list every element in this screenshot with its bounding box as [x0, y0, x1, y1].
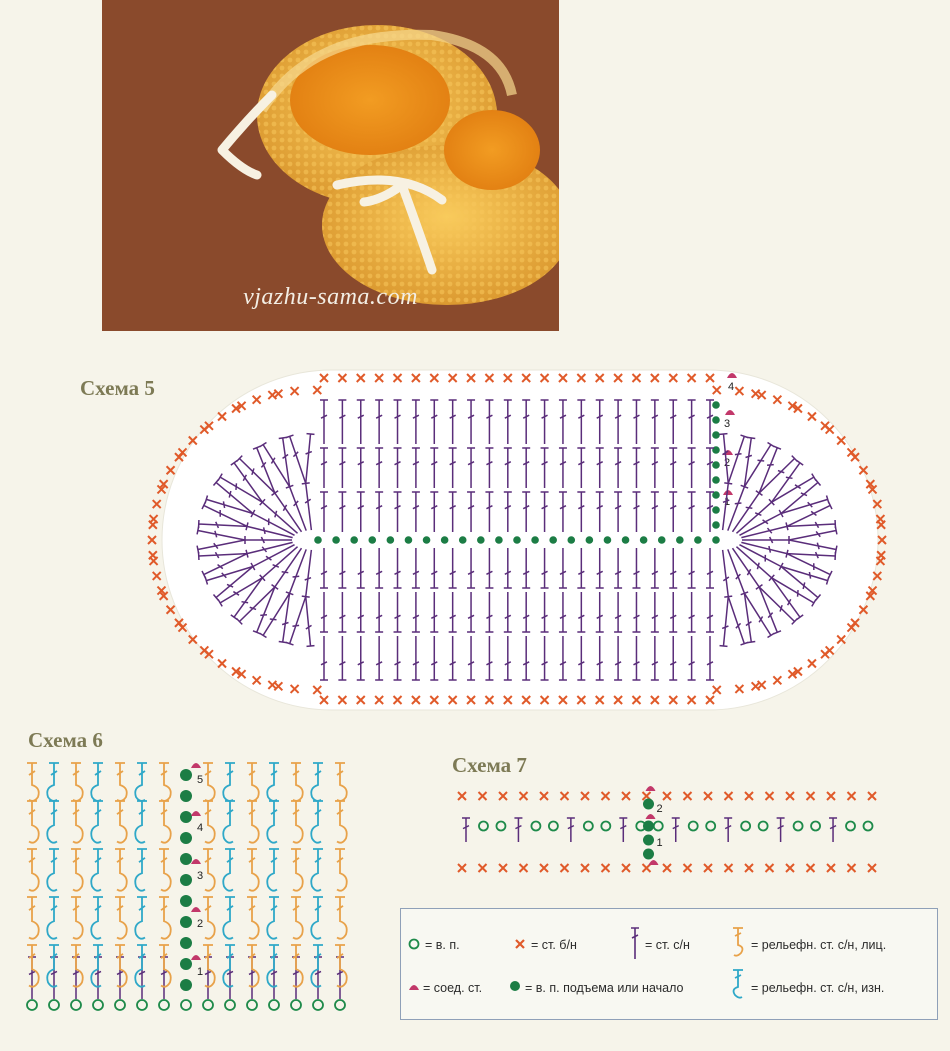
chain-mark	[584, 822, 593, 831]
legend-single-crochet-label: = ст. б/н	[531, 938, 577, 952]
front-post-dc-mark	[115, 801, 127, 843]
back-post-dc-mark	[91, 849, 103, 891]
double-crochet-mark	[724, 818, 732, 842]
turning-chain-mark	[180, 895, 192, 907]
chain-mark	[49, 1000, 59, 1010]
single-crochet-mark	[745, 864, 753, 872]
front-post-dc-mark	[71, 801, 83, 843]
slip-stitch-mark	[646, 786, 656, 791]
slip-stitch-mark	[191, 859, 201, 864]
single-crochet-mark	[520, 792, 528, 800]
legend-front-post-label: = рельефн. ст. с/н, лиц.	[751, 938, 887, 952]
turning-chain-mark	[180, 937, 192, 949]
chain-mark	[811, 822, 820, 831]
chain-mark	[225, 1000, 235, 1010]
back-post-dc-mark	[267, 801, 279, 843]
single-crochet-mark	[149, 551, 157, 559]
back-post-dc-mark	[267, 849, 279, 891]
front-post-dc-mark	[27, 945, 39, 987]
front-post-dc-mark	[335, 801, 347, 843]
chain-mark	[115, 1000, 125, 1010]
single-crochet-mark	[786, 864, 794, 872]
double-crochet-mark	[777, 818, 785, 842]
front-post-dc-mark	[247, 945, 259, 987]
chain-mark	[654, 822, 663, 831]
turning-chain-mark	[643, 799, 654, 810]
scheme7-diagram	[450, 780, 890, 880]
back-post-dc-mark	[311, 897, 323, 939]
back-post-dc-mark	[47, 763, 59, 801]
back-post-dc-mark	[135, 897, 147, 939]
chain-mark	[137, 1000, 147, 1010]
back-post-dc-mark	[267, 763, 279, 801]
front-post-dc-mark	[71, 945, 83, 987]
single-crochet-mark	[868, 864, 876, 872]
back-post-dc-mark	[135, 849, 147, 891]
single-crochet-mark	[848, 864, 856, 872]
front-post-dc-mark	[27, 763, 39, 801]
chain-icon	[407, 937, 421, 951]
back-post-dc-mark	[47, 945, 59, 987]
chain-mark	[846, 822, 855, 831]
front-post-dc-mark	[247, 801, 259, 843]
slip-stitch-mark	[191, 955, 201, 960]
single-crochet-mark	[499, 864, 507, 872]
turning-chain-mark	[441, 536, 449, 544]
front-post-dc-mark	[203, 763, 215, 801]
single-crochet-mark	[684, 792, 692, 800]
single-crochet-mark	[581, 864, 589, 872]
single-crochet-mark	[178, 448, 186, 456]
turning-chain-mark	[405, 536, 413, 544]
back-post-dc-mark	[267, 945, 279, 987]
turning-chain-mark	[549, 536, 557, 544]
back-post-dc-mark	[223, 801, 235, 843]
chain-mark	[531, 822, 540, 831]
front-post-dc-mark	[291, 849, 303, 891]
turning-chain-mark	[622, 536, 630, 544]
turning-chain-icon	[509, 980, 521, 992]
turning-chain-mark	[180, 916, 192, 928]
slip-stitch-mark	[646, 814, 656, 819]
front-post-dc-mark	[71, 763, 83, 801]
single-crochet-mark	[167, 466, 175, 474]
single-crochet-mark	[561, 792, 569, 800]
chain-mark	[864, 822, 873, 831]
chain-mark	[27, 1000, 37, 1010]
scheme6-row-4: 4	[197, 822, 204, 834]
back-post-dc-mark	[135, 945, 147, 987]
front-post-dc-mark	[247, 763, 259, 801]
chain-mark	[269, 1000, 279, 1010]
single-crochet-mark	[745, 792, 753, 800]
legend-box	[400, 908, 938, 1020]
turning-chain-mark	[368, 536, 376, 544]
single-crochet-mark	[148, 536, 156, 544]
turning-chain-mark	[712, 506, 720, 514]
single-crochet-mark	[868, 792, 876, 800]
legend-slip-stitch-label: = соед. ст.	[423, 981, 483, 995]
back-post-dc-mark	[91, 763, 103, 801]
front-post-dc-mark	[247, 849, 259, 891]
chain-mark	[601, 822, 610, 831]
front-post-dc-mark	[27, 801, 39, 843]
back-post-dc-mark	[91, 897, 103, 939]
turning-chain-mark	[180, 769, 192, 781]
scheme7-row-2: 2	[656, 803, 663, 815]
chain-mark	[741, 822, 750, 831]
turning-chain-mark	[180, 811, 192, 823]
turning-chain-mark	[477, 536, 485, 544]
turning-chain-mark	[712, 401, 720, 409]
scheme7-title: Схема 7	[452, 753, 527, 777]
turning-chain-mark	[676, 536, 684, 544]
turning-chain-mark	[180, 958, 192, 970]
single-crochet-mark	[827, 864, 835, 872]
turning-chain-mark	[314, 536, 322, 544]
single-crochet-mark	[807, 792, 815, 800]
chain-mark	[291, 1000, 301, 1010]
single-crochet-mark	[766, 792, 774, 800]
scheme6-row-2: 2	[197, 918, 204, 930]
single-crochet-mark	[786, 792, 794, 800]
turning-chain-mark	[332, 536, 340, 544]
single-crochet-mark	[479, 864, 487, 872]
single-crochet-mark	[725, 792, 733, 800]
turning-chain-mark	[531, 536, 539, 544]
front-post-dc-mark	[247, 897, 259, 939]
single-crochet-mark	[622, 864, 630, 872]
scheme5-row-3: 3	[724, 418, 731, 430]
legend-chain-label: = в. п.	[425, 938, 460, 952]
single-crochet-mark	[520, 864, 528, 872]
back-post-dc-mark	[311, 763, 323, 801]
back-post-dc-mark	[47, 801, 59, 843]
turning-chain-mark	[712, 521, 720, 529]
single-crochet-mark	[458, 864, 466, 872]
turning-chain-mark	[180, 853, 192, 865]
turning-chain-mark	[513, 536, 521, 544]
front-post-dc-mark	[27, 849, 39, 891]
double-crochet-mark	[672, 818, 680, 842]
scheme5-diagram	[140, 360, 900, 720]
watermark: vjazhu-sama.com	[243, 284, 418, 310]
back-post-dc-mark	[223, 897, 235, 939]
single-crochet-mark	[540, 792, 548, 800]
single-crochet-mark	[153, 572, 161, 580]
chain-mark	[496, 822, 505, 831]
booties-photo	[102, 0, 559, 331]
chain-mark	[549, 822, 558, 831]
front-post-dc-mark	[115, 849, 127, 891]
turning-chain-mark	[643, 835, 654, 846]
front-post-dc-mark	[335, 763, 347, 801]
double-crochet-mark	[619, 818, 627, 842]
scheme5-row-1: 1	[724, 496, 731, 508]
single-crochet-mark	[150, 515, 158, 523]
back-post-dc-mark	[135, 763, 147, 801]
front-post-dc-mark	[159, 849, 171, 891]
turning-chain-mark	[643, 849, 654, 860]
single-crochet-mark	[807, 864, 815, 872]
single-crochet-mark	[167, 606, 175, 614]
chain-mark	[706, 822, 715, 831]
front-post-dc-mark	[203, 801, 215, 843]
back-post-dc-mark	[311, 801, 323, 843]
single-crochet-mark	[663, 864, 671, 872]
turning-chain-mark	[180, 790, 192, 802]
scheme6-row-1: 1	[197, 966, 204, 978]
front-post-dc-mark	[335, 849, 347, 891]
slip-stitch-mark	[191, 907, 201, 912]
front-post-dc-mark	[203, 849, 215, 891]
scheme6-row-3: 3	[197, 870, 204, 882]
single-crochet-icon	[513, 937, 527, 951]
back-post-dc-mark	[91, 945, 103, 987]
turning-chain-mark	[712, 416, 720, 424]
front-post-dc-mark	[203, 897, 215, 939]
single-crochet-mark	[877, 551, 885, 559]
chain-mark	[759, 822, 768, 831]
back-post-dc-mark	[135, 801, 147, 843]
turning-chain-mark	[180, 832, 192, 844]
front-post-dc-mark	[27, 897, 39, 939]
chain-mark	[181, 1000, 191, 1010]
turning-chain-mark	[423, 536, 431, 544]
front-post-dc-mark	[71, 897, 83, 939]
back-post-dc-mark	[47, 849, 59, 891]
turning-chain-mark	[640, 536, 648, 544]
back-post-dc-mark	[91, 801, 103, 843]
slip-stitch-mark	[191, 811, 201, 816]
single-crochet-mark	[725, 864, 733, 872]
front-post-dc-mark	[159, 801, 171, 843]
front-post-dc-mark	[115, 897, 127, 939]
front-post-dc-icon	[731, 925, 749, 961]
back-post-dc-icon	[731, 967, 749, 1003]
scheme6-title: Схема 6	[28, 728, 103, 752]
turning-chain-mark	[658, 536, 666, 544]
chain-mark	[203, 1000, 213, 1010]
slip-stitch-icon	[407, 980, 421, 992]
chain-mark	[313, 1000, 323, 1010]
front-post-dc-mark	[71, 849, 83, 891]
single-crochet-mark	[175, 619, 183, 627]
turning-chain-mark	[712, 461, 720, 469]
chain-mark	[794, 822, 803, 831]
back-post-dc-mark	[47, 897, 59, 939]
turning-chain-mark	[567, 536, 575, 544]
single-crochet-mark	[458, 792, 466, 800]
back-post-dc-mark	[223, 763, 235, 801]
scheme5-row-4: 4	[728, 381, 735, 393]
turning-chain-mark	[643, 821, 654, 832]
front-post-dc-mark	[291, 801, 303, 843]
single-crochet-mark	[643, 864, 651, 872]
single-crochet-mark	[876, 515, 884, 523]
double-crochet-mark	[567, 818, 575, 842]
turning-chain-mark	[387, 536, 395, 544]
turning-chain-mark	[350, 536, 358, 544]
single-crochet-mark	[766, 864, 774, 872]
back-post-dc-mark	[223, 849, 235, 891]
single-crochet-mark	[663, 792, 671, 800]
scheme7-row-1: 1	[656, 837, 663, 849]
turning-chain-mark	[495, 536, 503, 544]
back-post-dc-mark	[311, 849, 323, 891]
turning-chain-mark	[712, 536, 720, 544]
legend-turning-chain-label: = в. п. подъема или начало	[525, 981, 684, 995]
scheme6-diagram	[15, 755, 360, 1020]
front-post-dc-mark	[115, 763, 127, 801]
turning-chain-mark	[180, 874, 192, 886]
double-crochet-mark	[462, 818, 470, 842]
single-crochet-mark	[602, 792, 610, 800]
front-post-dc-mark	[291, 945, 303, 987]
double-crochet-icon	[629, 925, 641, 961]
front-post-dc-mark	[335, 897, 347, 939]
slip-stitch-mark	[649, 860, 659, 865]
front-post-dc-mark	[159, 763, 171, 801]
scheme5-row-2: 2	[724, 457, 731, 469]
single-crochet-mark	[479, 792, 487, 800]
turning-chain-mark	[712, 476, 720, 484]
turning-chain-mark	[604, 536, 612, 544]
chain-mark	[479, 822, 488, 831]
chain-mark	[159, 1000, 169, 1010]
legend-double-crochet-label: = ст. с/н	[645, 938, 690, 952]
chain-mark	[71, 1000, 81, 1010]
chain-mark	[247, 1000, 257, 1010]
turning-chain-mark	[180, 979, 192, 991]
scheme6-row-5: 5	[197, 774, 204, 786]
front-post-dc-mark	[203, 945, 215, 987]
front-post-dc-mark	[335, 945, 347, 987]
chain-mark	[335, 1000, 345, 1010]
legend-back-post-label: = рельефн. ст. с/н, изн.	[751, 981, 885, 995]
turning-chain-mark	[586, 536, 594, 544]
single-crochet-mark	[827, 792, 835, 800]
booties-illustration	[102, 0, 559, 331]
double-crochet-mark	[829, 818, 837, 842]
chain-mark	[93, 1000, 103, 1010]
single-crochet-mark	[581, 792, 589, 800]
single-crochet-mark	[848, 792, 856, 800]
turning-chain-mark	[712, 431, 720, 439]
single-crochet-mark	[704, 792, 712, 800]
front-post-dc-mark	[115, 945, 127, 987]
front-post-dc-mark	[291, 763, 303, 801]
turning-chain-mark	[459, 536, 467, 544]
single-crochet-mark	[153, 500, 161, 508]
back-post-dc-mark	[267, 897, 279, 939]
single-crochet-mark	[878, 536, 886, 544]
single-crochet-mark	[684, 864, 692, 872]
turning-chain-mark	[694, 536, 702, 544]
chain-mark	[689, 822, 698, 831]
back-post-dc-mark	[311, 945, 323, 987]
back-post-dc-mark	[223, 945, 235, 987]
double-crochet-mark	[514, 818, 522, 842]
slip-stitch-mark	[191, 763, 201, 768]
single-crochet-mark	[540, 864, 548, 872]
front-post-dc-mark	[291, 897, 303, 939]
front-post-dc-mark	[159, 945, 171, 987]
scheme5-title: Схема 5	[80, 376, 155, 400]
front-post-dc-mark	[159, 897, 171, 939]
single-crochet-mark	[602, 864, 610, 872]
single-crochet-mark	[499, 792, 507, 800]
single-crochet-mark	[622, 792, 630, 800]
single-crochet-mark	[561, 864, 569, 872]
single-crochet-mark	[704, 864, 712, 872]
